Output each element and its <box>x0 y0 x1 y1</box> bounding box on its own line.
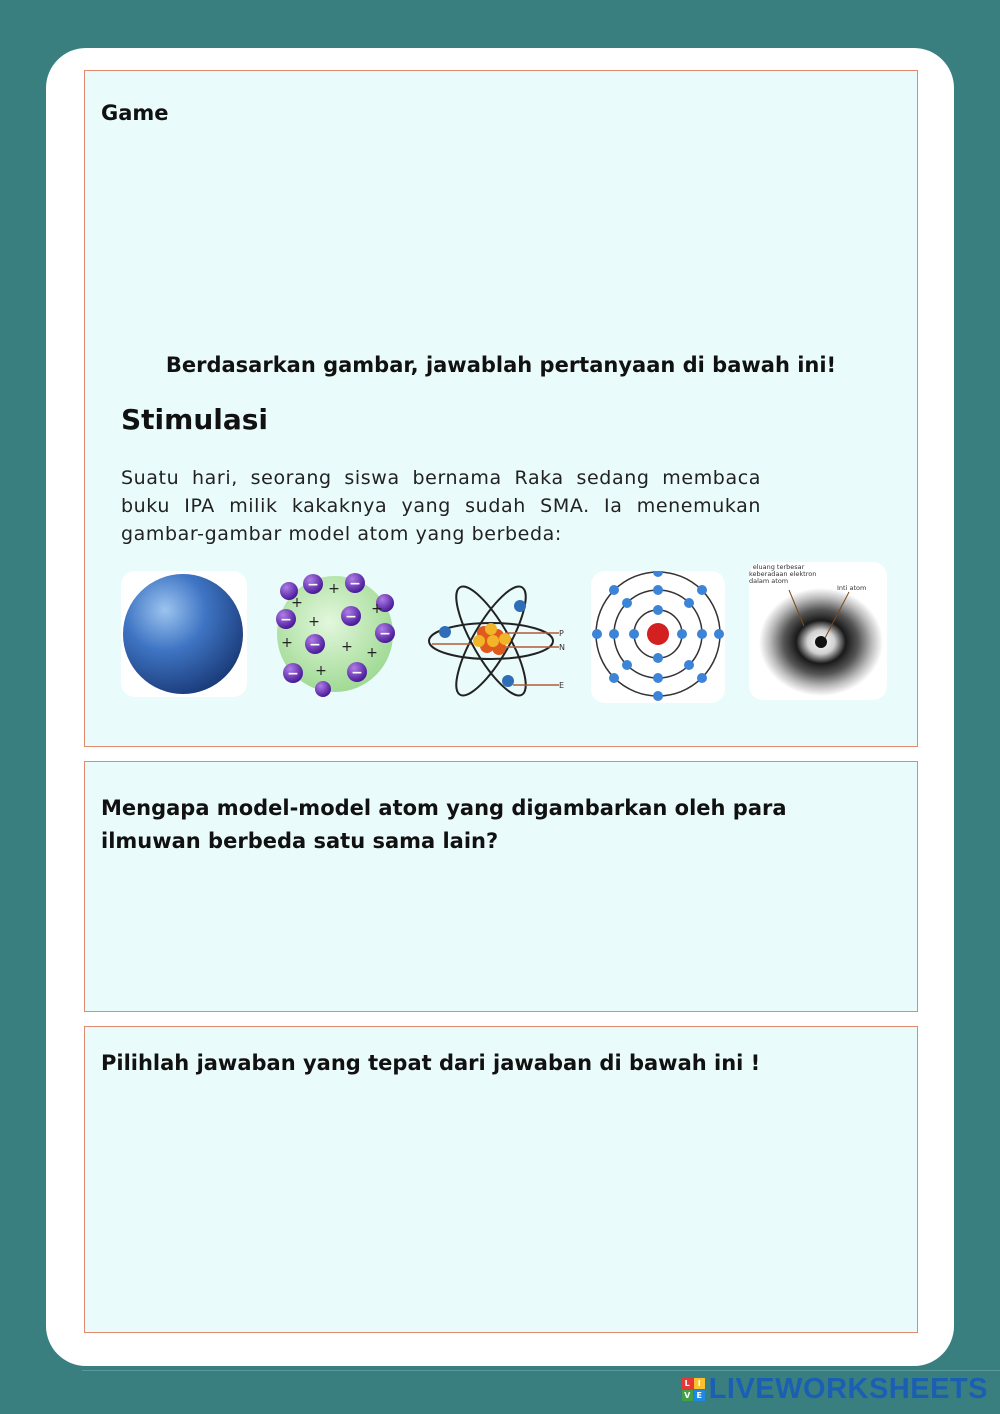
svg-text:−: − <box>280 612 292 628</box>
question-panel <box>84 761 918 1012</box>
svg-text:−: − <box>309 637 321 653</box>
electron-cloud-atom-model-icon <box>749 562 887 700</box>
instruction-text: Berdasarkan gambar, jawablah pertanyaan di bawah ini! <box>165 353 837 377</box>
svg-text:−: − <box>307 577 319 593</box>
stimulus-title: Stimulasi <box>121 403 269 436</box>
liveworksheets-logo[interactable] <box>682 1372 988 1406</box>
footer-divider <box>82 1370 1000 1371</box>
svg-text:+: + <box>281 635 293 651</box>
svg-text:+: + <box>366 645 378 661</box>
liveworksheets-logo-icon: L I V E <box>682 1378 705 1401</box>
answer-panel <box>84 1026 918 1333</box>
svg-text:+: + <box>371 601 383 617</box>
svg-text:−: − <box>287 666 299 682</box>
answer-instruction: Pilihlah jawaban yang tepat dari jawaban di bawah ini ! <box>101 1051 761 1075</box>
atom-models-row <box>121 564 891 711</box>
nucleus-label: Inti atom <box>837 584 867 592</box>
svg-text:−: − <box>351 665 363 681</box>
game-panel <box>84 70 918 747</box>
plum-pudding-atom-model-icon <box>273 571 399 701</box>
bohr-atom-model-icon <box>591 571 725 703</box>
neutron-label: N <box>559 643 565 652</box>
svg-text:−: − <box>379 626 391 642</box>
electron-label: E <box>559 681 565 690</box>
svg-text:+: + <box>341 639 353 655</box>
svg-text:+: + <box>315 663 327 679</box>
proton-label: P <box>559 629 564 638</box>
cloud-probability-label: Peluang terbesar keberadaan elektron dalam atom <box>749 564 817 585</box>
stimulus-text: Suatu hari, seorang siswa bernama Raka sedang membaca buku IPA milik kakaknya yang sudah SMA. Ia menemukan gambar-gambar model atom yang berbeda: <box>121 467 761 545</box>
svg-text:−: − <box>349 576 361 592</box>
game-heading: Game <box>101 101 169 125</box>
brand-name: LIVEWORKSHEETS <box>708 1372 988 1405</box>
svg-text:+: + <box>328 581 340 597</box>
svg-text:−: − <box>345 609 357 625</box>
rutherford-atom-model-icon <box>427 571 565 711</box>
svg-text:+: + <box>291 595 303 611</box>
svg-text:+: + <box>308 614 320 630</box>
question-text: Mengapa model-model atom yang digambarkan oleh para ilmuwan berbeda satu sama lain? <box>101 796 787 853</box>
solid-sphere-atom-model-icon <box>121 571 247 697</box>
